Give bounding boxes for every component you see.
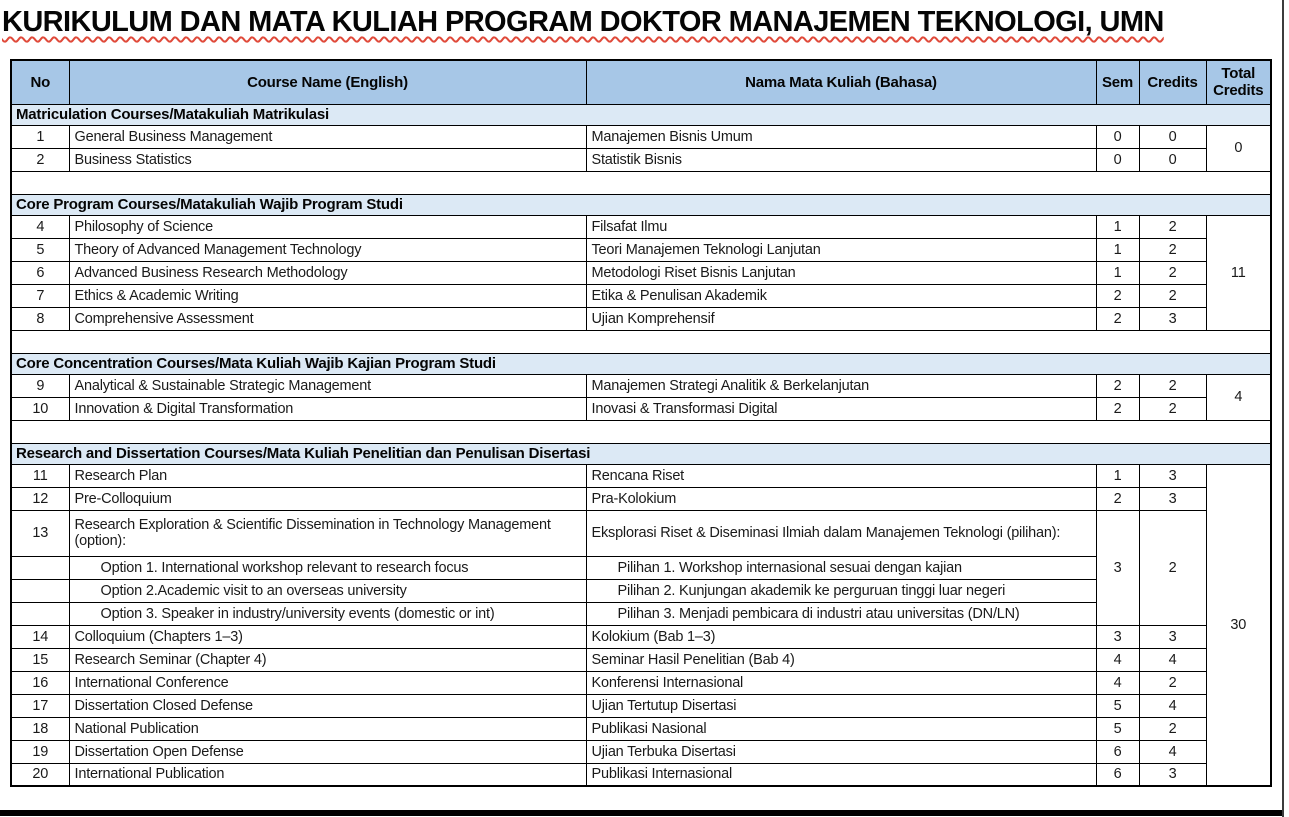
section-row-core-concentration xyxy=(11,353,1271,374)
table-row xyxy=(11,763,1271,786)
cell-credits: 2 xyxy=(1139,261,1206,284)
cell-sem: 1 xyxy=(1096,215,1139,238)
cell-course-en: Analytical & Sustainable Strategic Management xyxy=(69,374,586,397)
cell-no: 19 xyxy=(11,740,69,763)
cell-credits: 3 xyxy=(1139,307,1206,330)
cell-credits: 0 xyxy=(1139,125,1206,148)
cell-course-en: International Publication xyxy=(69,763,586,786)
cell-course-en: Research Plan xyxy=(69,464,586,487)
cell-sem: 2 xyxy=(1096,307,1139,330)
section-label: Core Program Courses/Matakuliah Wajib Program Studi xyxy=(11,194,1271,215)
table-row-option xyxy=(11,602,1271,625)
cell-sem: 2 xyxy=(1096,397,1139,420)
col-header-sem: Sem xyxy=(1096,60,1139,104)
cell-course-id: Seminar Hasil Penelitian (Bab 4) xyxy=(586,648,1096,671)
cell-no: 1 xyxy=(11,125,69,148)
cell-total-credits: 0 xyxy=(1206,125,1271,171)
cell-no-empty xyxy=(11,602,69,625)
spacer-cell xyxy=(11,171,1271,194)
spacer-row xyxy=(11,171,1271,194)
cell-sem: 3 xyxy=(1096,625,1139,648)
cell-course-en: Pre-Colloquium xyxy=(69,487,586,510)
cell-credits: 2 xyxy=(1139,215,1206,238)
cell-credits: 2 xyxy=(1139,397,1206,420)
cell-course-en: International Conference xyxy=(69,671,586,694)
section-label: Core Concentration Courses/Mata Kuliah Wajib Kajian Program Studi xyxy=(11,353,1271,374)
cell-course-en: General Business Management xyxy=(69,125,586,148)
cell-no: 2 xyxy=(11,148,69,171)
cell-no: 7 xyxy=(11,284,69,307)
table-row xyxy=(11,487,1271,510)
table-row xyxy=(11,374,1271,397)
cell-course-id: Etika & Penulisan Akademik xyxy=(586,284,1096,307)
col-header-course-en: Course Name (English) xyxy=(69,60,586,104)
cell-course-en: Dissertation Open Defense xyxy=(69,740,586,763)
table-row xyxy=(11,307,1271,330)
cell-no: 17 xyxy=(11,694,69,717)
table-row xyxy=(11,717,1271,740)
cell-credits: 3 xyxy=(1139,763,1206,786)
cell-course-id: Publikasi Nasional xyxy=(586,717,1096,740)
cell-course-id: Konferensi Internasional xyxy=(586,671,1096,694)
cell-course-en: Research Seminar (Chapter 4) xyxy=(69,648,586,671)
cell-total-credits: 11 xyxy=(1206,215,1271,330)
cell-course-en: Theory of Advanced Management Technology xyxy=(69,238,586,261)
table-row xyxy=(11,148,1271,171)
col-header-course-id: Nama Mata Kuliah (Bahasa) xyxy=(586,60,1096,104)
spacer-row xyxy=(11,330,1271,353)
cell-option-en: Option 3. Speaker in industry/university events (domestic or int) xyxy=(69,602,586,625)
cell-no: 9 xyxy=(11,374,69,397)
cell-no: 13 xyxy=(11,510,69,556)
cell-course-en: Research Exploration & Scientific Dissemination in Technology Management (option): xyxy=(69,510,586,556)
cell-course-en: Business Statistics xyxy=(69,148,586,171)
section-row-research-dissertation xyxy=(11,443,1271,464)
cell-option-en: Option 1. International workshop relevant to research focus xyxy=(69,556,586,579)
cell-course-id: Manajemen Bisnis Umum xyxy=(586,125,1096,148)
cell-no: 4 xyxy=(11,215,69,238)
cell-credits: 4 xyxy=(1139,648,1206,671)
cell-course-en: Advanced Business Research Methodology xyxy=(69,261,586,284)
cell-option-id: Pilihan 3. Menjadi pembicara di industri atau universitas (DN/LN) xyxy=(586,602,1096,625)
cell-credits: 2 xyxy=(1139,510,1206,625)
cell-course-en: National Publication xyxy=(69,717,586,740)
cell-credits: 3 xyxy=(1139,487,1206,510)
cell-sem: 0 xyxy=(1096,148,1139,171)
cell-credits: 2 xyxy=(1139,717,1206,740)
cell-credits: 4 xyxy=(1139,740,1206,763)
cell-total-credits: 30 xyxy=(1206,464,1271,786)
col-header-total-credits: Total Credits xyxy=(1206,60,1271,104)
table-row xyxy=(11,694,1271,717)
cell-no: 14 xyxy=(11,625,69,648)
table-row xyxy=(11,215,1271,238)
table-row xyxy=(11,648,1271,671)
bottom-border-bar xyxy=(0,810,1284,816)
section-row-matriculation xyxy=(11,104,1271,125)
window-right-edge xyxy=(1282,0,1284,817)
cell-sem: 3 xyxy=(1096,510,1139,625)
table-row xyxy=(11,284,1271,307)
cell-course-id: Ujian Komprehensif xyxy=(586,307,1096,330)
cell-credits: 2 xyxy=(1139,671,1206,694)
cell-sem: 1 xyxy=(1096,238,1139,261)
table-row xyxy=(11,625,1271,648)
cell-total-credits: 4 xyxy=(1206,374,1271,420)
cell-course-id: Statistik Bisnis xyxy=(586,148,1096,171)
cell-course-id: Filsafat Ilmu xyxy=(586,215,1096,238)
cell-sem: 2 xyxy=(1096,284,1139,307)
cell-course-en: Philosophy of Science xyxy=(69,215,586,238)
cell-no: 16 xyxy=(11,671,69,694)
cell-course-id: Publikasi Internasional xyxy=(586,763,1096,786)
spacer-cell xyxy=(11,420,1271,443)
table-row xyxy=(11,238,1271,261)
cell-course-en: Ethics & Academic Writing xyxy=(69,284,586,307)
cell-sem: 2 xyxy=(1096,374,1139,397)
table-row xyxy=(11,671,1271,694)
cell-credits: 3 xyxy=(1139,625,1206,648)
section-label: Matriculation Courses/Matakuliah Matrikulasi xyxy=(11,104,1271,125)
cell-no: 6 xyxy=(11,261,69,284)
cell-sem: 4 xyxy=(1096,671,1139,694)
table-row-option xyxy=(11,556,1271,579)
cell-sem: 6 xyxy=(1096,763,1139,786)
col-header-no: No xyxy=(11,60,69,104)
section-row-core-program xyxy=(11,194,1271,215)
table-row xyxy=(11,125,1271,148)
cell-sem: 6 xyxy=(1096,740,1139,763)
cell-course-id: Pra-Kolokium xyxy=(586,487,1096,510)
col-header-credits: Credits xyxy=(1139,60,1206,104)
cell-credits: 2 xyxy=(1139,374,1206,397)
cell-course-en: Dissertation Closed Defense xyxy=(69,694,586,717)
cell-no: 10 xyxy=(11,397,69,420)
cell-course-id: Ujian Terbuka Disertasi xyxy=(586,740,1096,763)
cell-no-empty xyxy=(11,579,69,602)
cell-no: 11 xyxy=(11,464,69,487)
cell-course-id: Rencana Riset xyxy=(586,464,1096,487)
cell-sem: 4 xyxy=(1096,648,1139,671)
cell-sem: 5 xyxy=(1096,694,1139,717)
cell-option-id: Pilihan 1. Workshop internasional sesuai dengan kajian xyxy=(586,556,1096,579)
cell-sem: 1 xyxy=(1096,261,1139,284)
cell-course-id: Manajemen Strategi Analitik & Berkelanjutan xyxy=(586,374,1096,397)
cell-sem: 1 xyxy=(1096,464,1139,487)
cell-course-id: Kolokium (Bab 1–3) xyxy=(586,625,1096,648)
table-row xyxy=(11,740,1271,763)
cell-credits: 4 xyxy=(1139,694,1206,717)
cell-no: 18 xyxy=(11,717,69,740)
cell-no: 8 xyxy=(11,307,69,330)
cell-course-id: Ujian Tertutup Disertasi xyxy=(586,694,1096,717)
cell-course-en: Comprehensive Assessment xyxy=(69,307,586,330)
cell-no: 15 xyxy=(11,648,69,671)
table-row xyxy=(11,261,1271,284)
table-row xyxy=(11,397,1271,420)
curriculum-table xyxy=(10,59,1272,787)
cell-course-id: Teori Manajemen Teknologi Lanjutan xyxy=(586,238,1096,261)
cell-no: 20 xyxy=(11,763,69,786)
cell-course-en: Colloquium (Chapters 1–3) xyxy=(69,625,586,648)
cell-credits: 3 xyxy=(1139,464,1206,487)
cell-option-id: Pilihan 2. Kunjungan akademik ke perguruan tinggi luar negeri xyxy=(586,579,1096,602)
cell-sem: 2 xyxy=(1096,487,1139,510)
cell-no: 12 xyxy=(11,487,69,510)
cell-sem: 0 xyxy=(1096,125,1139,148)
cell-course-en: Innovation & Digital Transformation xyxy=(69,397,586,420)
page-title: KURIKULUM DAN MATA KULIAH PROGRAM DOKTOR MANAJEMEN TEKNOLOGI, UMN xyxy=(2,6,1164,38)
cell-course-id: Inovasi & Transformasi Digital xyxy=(586,397,1096,420)
section-label: Research and Dissertation Courses/Mata Kuliah Penelitian dan Penulisan Disertasi xyxy=(11,443,1271,464)
cell-credits: 2 xyxy=(1139,284,1206,307)
spacer-row xyxy=(11,420,1271,443)
cell-option-en: Option 2.Academic visit to an overseas university xyxy=(69,579,586,602)
spacer-cell xyxy=(11,330,1271,353)
cell-course-id: Metodologi Riset Bisnis Lanjutan xyxy=(586,261,1096,284)
cell-course-id: Eksplorasi Riset & Diseminasi Ilmiah dalam Manajemen Teknologi (pilihan): xyxy=(586,510,1096,556)
table-row-option xyxy=(11,579,1271,602)
header-row xyxy=(11,60,1271,104)
table-row xyxy=(11,464,1271,487)
cell-credits: 0 xyxy=(1139,148,1206,171)
cell-sem: 5 xyxy=(1096,717,1139,740)
table-row-option-header xyxy=(11,510,1271,556)
cell-no-empty xyxy=(11,556,69,579)
cell-no: 5 xyxy=(11,238,69,261)
cell-credits: 2 xyxy=(1139,238,1206,261)
